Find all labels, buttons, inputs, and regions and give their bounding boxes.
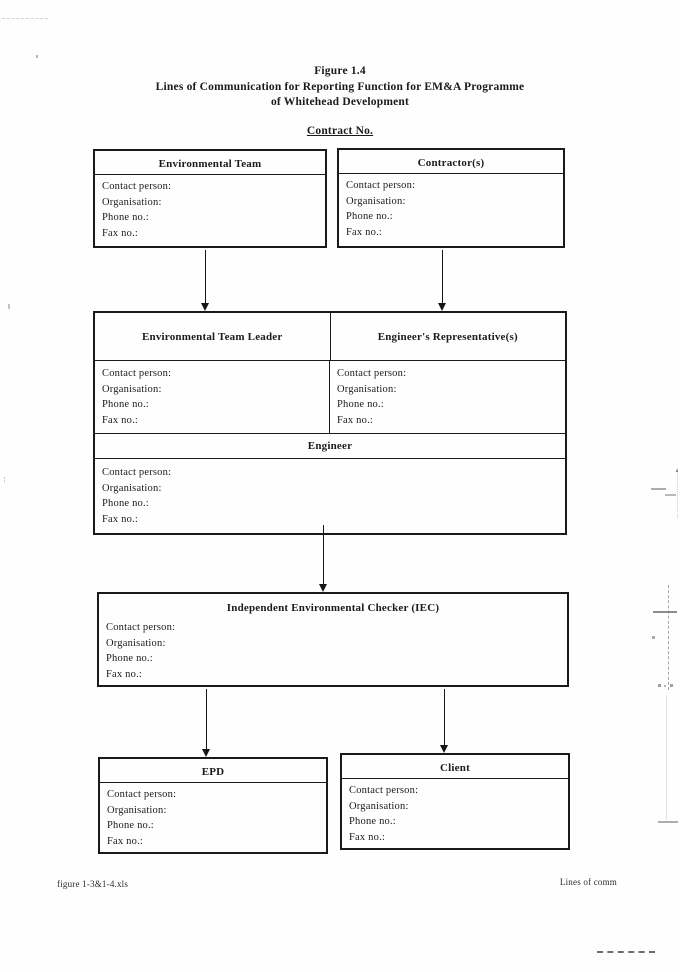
field-phone-no: Phone no.: <box>102 399 149 410</box>
field-fax-no: Fax no.: <box>106 668 143 680</box>
field-fax-no: Fax no.: <box>349 831 386 843</box>
field-organisation: Organisation: <box>349 800 409 812</box>
scan-artifact <box>652 636 655 639</box>
arrow-line <box>205 250 207 305</box>
contact-fields <box>342 779 568 845</box>
field-contact-person: Contact person: <box>102 467 172 478</box>
field-contact-person: Contact person: <box>349 785 419 796</box>
scan-artifact <box>4 477 6 483</box>
box-contractors <box>337 148 565 248</box>
field-contact-person: Contact person: <box>106 622 176 633</box>
arrow-iec-to-epd <box>202 689 211 757</box>
field-contact-person: Contact person: <box>346 180 416 191</box>
field-phone-no: Phone no.: <box>102 212 149 223</box>
box-title-environmental-team: Environmental Team <box>95 151 325 175</box>
field-contact-person: Contact person: <box>102 181 172 192</box>
field-organisation: Organisation: <box>102 196 162 208</box>
scan-artifact <box>666 695 667 820</box>
field-organisation: Organisation: <box>337 383 397 395</box>
contact-fields <box>339 174 563 240</box>
figure-title-line2: of Whitehead Development <box>270 96 410 108</box>
field-organisation: Organisation: <box>106 637 166 649</box>
box-title-engineer: Engineer <box>95 434 565 459</box>
box-client <box>340 753 570 850</box>
field-organisation: Organisation: <box>346 195 406 207</box>
arrow-head-icon <box>438 303 446 311</box>
arrow-engineer-to-iec <box>319 525 328 592</box>
field-phone-no: Phone no.: <box>349 816 396 827</box>
scan-artifact <box>8 304 10 309</box>
box-independent-environmental-checker <box>97 592 569 687</box>
contact-fields <box>99 616 567 682</box>
contract-no-label: Contract No. <box>306 125 374 137</box>
field-phone-no: Phone no.: <box>346 211 393 222</box>
scan-artifact <box>36 55 38 58</box>
field-contact-person: Contact person: <box>337 368 407 379</box>
field-organisation: Organisation: <box>102 383 162 395</box>
mid-fields-row <box>95 361 565 434</box>
arrow-environmental-team-to-leader <box>201 250 210 311</box>
field-contact-person: Contact person: <box>102 368 172 379</box>
scan-artifact <box>668 585 669 690</box>
footer-page-label: Lines of comm <box>559 877 617 887</box>
field-organisation: Organisation: <box>107 804 167 816</box>
field-fax-no: Fax no.: <box>102 414 139 426</box>
figure-title-line1: Lines of Communication for Reporting Function for EM&A Programme <box>155 80 525 93</box>
box-title-contractors: Contractor(s) <box>339 150 563 174</box>
box-team-leader-and-engineer <box>93 311 567 535</box>
scan-artifact <box>658 821 678 823</box>
scan-artifact <box>676 470 678 472</box>
field-contact-person: Contact person: <box>107 789 177 800</box>
box-title-client: Client <box>342 755 568 779</box>
box-title-epd: EPD <box>100 759 326 783</box>
box-epd <box>98 757 328 854</box>
field-fax-no: Fax no.: <box>107 835 144 847</box>
figure-title-block <box>0 64 680 111</box>
contact-fields <box>100 783 326 849</box>
scan-artifact <box>597 951 655 953</box>
field-fax-no: Fax no.: <box>102 513 139 525</box>
scan-artifact <box>677 468 678 518</box>
scan-artifact <box>665 494 676 496</box>
field-phone-no: Phone no.: <box>337 399 384 410</box>
box-title-engineers-representative: Engineer's Representative(s) <box>377 330 518 343</box>
footer-filename: figure 1-3&1-4.xls <box>57 879 129 889</box>
figure-number: Figure 1.4 <box>314 65 366 77</box>
field-phone-no: Phone no.: <box>102 498 149 509</box>
arrow-head-icon <box>440 745 448 753</box>
field-fax-no: Fax no.: <box>337 414 374 426</box>
box-title-iec: Independent Environmental Checker (IEC) <box>226 602 440 614</box>
arrow-head-icon <box>319 584 327 592</box>
arrow-line <box>444 689 446 747</box>
arrow-line <box>442 250 444 305</box>
arrow-iec-to-client <box>440 689 449 753</box>
field-organisation: Organisation: <box>102 482 162 494</box>
scan-artifact <box>664 685 666 687</box>
arrow-line <box>323 525 325 586</box>
mid-header-row <box>95 313 565 361</box>
field-phone-no: Phone no.: <box>107 820 154 831</box>
scan-artifact <box>653 611 677 613</box>
field-phone-no: Phone no.: <box>106 653 153 664</box>
field-fax-no: Fax no.: <box>346 226 383 238</box>
arrow-head-icon <box>202 749 210 757</box>
contact-fields-team-leader <box>95 361 330 433</box>
arrow-line <box>206 689 208 751</box>
contact-fields-engineers-representative <box>330 361 565 433</box>
box-title-environmental-team-leader: Environmental Team Leader <box>95 313 331 360</box>
scan-artifact <box>658 684 661 687</box>
arrow-head-icon <box>201 303 209 311</box>
contact-fields-engineer <box>95 459 565 533</box>
contact-fields <box>95 175 325 241</box>
box-environmental-team <box>93 149 327 248</box>
scan-artifact <box>651 488 666 490</box>
arrow-contractors-to-representative <box>438 250 447 311</box>
field-fax-no: Fax no.: <box>102 227 139 239</box>
scan-artifact <box>2 18 48 19</box>
scan-artifact <box>670 684 673 687</box>
